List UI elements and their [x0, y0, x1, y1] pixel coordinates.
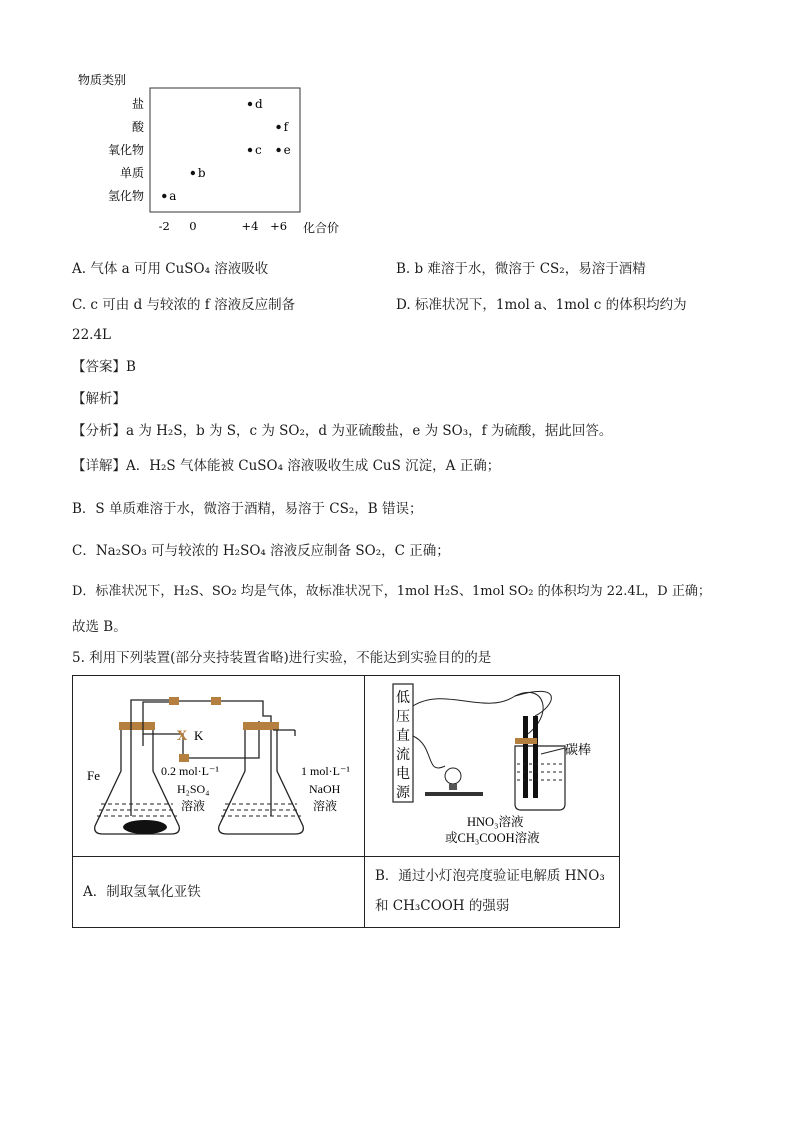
base-name-label: NaOH: [309, 782, 341, 796]
beaker-b: [515, 716, 565, 810]
fenxi-text: a 为 H₂S，b 为 S，c 为 SO₂，d 为亚硫酸盐，e 为 SO₃，f 为硫酸，据此回答。: [126, 423, 613, 439]
chart-y-tick-label: 酸: [131, 120, 144, 134]
chart-svg: [70, 72, 340, 242]
apparatus-a-svg: [73, 676, 364, 852]
chart-point-label-f: f: [283, 120, 289, 134]
chart-point-label-c: c: [255, 143, 262, 157]
base-conc-label: 1 mol·L⁻¹: [301, 764, 350, 778]
carbon-rod-2: [533, 716, 538, 798]
fe-label: Fe: [87, 768, 100, 783]
question-5-stem: 5. 利用下列装置(部分夹持装置省略)进行实验，不能达到实验目的的是: [72, 650, 492, 666]
option-a: A. 气体 a 可用 CuSO₄ 溶液吸收: [72, 261, 269, 277]
xiangjie-a: A．H₂S 气体能被 CuSO₄ 溶液吸收生成 CuS 沉淀，A 正确；: [126, 458, 501, 474]
stopper-left: [119, 722, 155, 730]
fenxi-line: [72, 421, 612, 441]
chart-point-label-e: e: [283, 143, 291, 157]
chart-point-e: [276, 148, 280, 152]
bulb-base-plate: [425, 792, 483, 796]
xiangjie-line: [72, 456, 500, 476]
answer-tag: 【答案】: [72, 359, 126, 375]
chart-point-label-a: a: [169, 189, 177, 203]
answer-value: B: [126, 359, 136, 375]
analysis-c: C．Na₂SO₃ 可与较浓的 H₂SO₄ 溶液反应制备 SO₂，C 正确；: [72, 543, 450, 559]
analysis-d: D．标准状况下，H₂S、SO₂ 均是气体，故标准状况下，1mol H₂S、1mol SO₂ 的体积均为 22.4L，D 正确；: [72, 584, 711, 599]
chart-y-tick-label: 氧化物: [107, 143, 144, 157]
valence-category-chart: [70, 72, 340, 242]
fenxi-tag: 【分析】: [72, 423, 126, 439]
question-5-table: [72, 675, 620, 928]
acid-sol-label: 溶液: [181, 799, 206, 813]
cell-b-caption: [365, 857, 620, 928]
power-supply-char: 直: [396, 728, 410, 744]
chart-x-tick-label: +6: [270, 219, 288, 233]
analysis-b: B．S 单质难溶于水，微溶于酒精，易溶于 CS₂，B 错误；: [72, 501, 423, 517]
chart-point-label-b: b: [197, 166, 206, 180]
caption-b: [365, 857, 619, 927]
chart-point-c: [248, 148, 252, 152]
chart-y-tick-label: 单质: [119, 166, 144, 180]
power-supply-char: 源: [396, 785, 410, 801]
analysis-tag: 【解析】: [72, 391, 126, 407]
base-sol-label: 溶液: [313, 799, 338, 813]
light-bulb: [425, 768, 483, 796]
chart-point-b: [191, 171, 195, 175]
carbon-rod-label: 碳棒: [565, 743, 592, 758]
power-supply-char: 流: [396, 747, 410, 763]
chart-point-d: [248, 102, 252, 106]
caption-b-line2: 和 CH₃COOH 的强弱: [375, 898, 510, 914]
chart-point-label-d: d: [255, 97, 263, 111]
solution-label-1: HNO₃溶液: [467, 815, 524, 829]
caption-a: A．制取氢氧化亚铁: [83, 884, 201, 900]
caption-b-line1: B．通过小灯泡亮度验证电解质 HNO₃: [375, 868, 605, 884]
chart-x-axis-title: 化合价: [303, 221, 340, 235]
solution-label-2: 或CH₃COOH溶液: [445, 831, 540, 845]
iron-powder: [123, 820, 167, 834]
chart-y-axis-title: 物质类别: [78, 73, 127, 87]
chart-x-tick-label: 0: [189, 219, 197, 233]
acid-name-label: H₂SO₄: [177, 782, 210, 796]
chart-y-tick-label: 氢化物: [107, 189, 144, 203]
cell-b-diagram: [365, 676, 620, 857]
power-supply-char: 低: [396, 690, 410, 706]
valve-k-label: K: [194, 728, 204, 743]
acid-conc-label: 0.2 mol·L⁻¹: [161, 764, 219, 778]
stopper-right: [243, 722, 279, 730]
chart-point-f: [276, 125, 280, 129]
option-c: C. c 可由 d 与较浓的 f 溶液反应制备: [72, 297, 296, 313]
chart-x-tick-label: -2: [158, 219, 170, 233]
option-d-continued: 22.4L: [72, 327, 112, 343]
carbon-rod-1: [523, 716, 528, 798]
answer-line: [72, 357, 136, 377]
cell-a-caption: [73, 857, 365, 928]
cell-a-diagram: [73, 676, 365, 857]
analysis-conclusion: 故选 B。: [72, 619, 127, 635]
xiangjie-tag: 【详解】: [72, 458, 126, 474]
power-supply-char: 电: [396, 766, 410, 782]
power-supply-char: 压: [396, 709, 410, 725]
chart-point-a: [162, 194, 166, 198]
option-d: D. 标准状况下，1mol a、1mol c 的体积均约为: [396, 297, 687, 313]
apparatus-b-svg: [365, 676, 619, 852]
flask-right: [219, 722, 304, 834]
chart-y-tick-label: 盐: [131, 97, 144, 111]
chart-x-tick-label: +4: [241, 219, 259, 233]
option-b: B. b 难溶于水，微溶于 CS₂，易溶于酒精: [396, 261, 646, 277]
svg-text:X: X: [177, 729, 188, 744]
